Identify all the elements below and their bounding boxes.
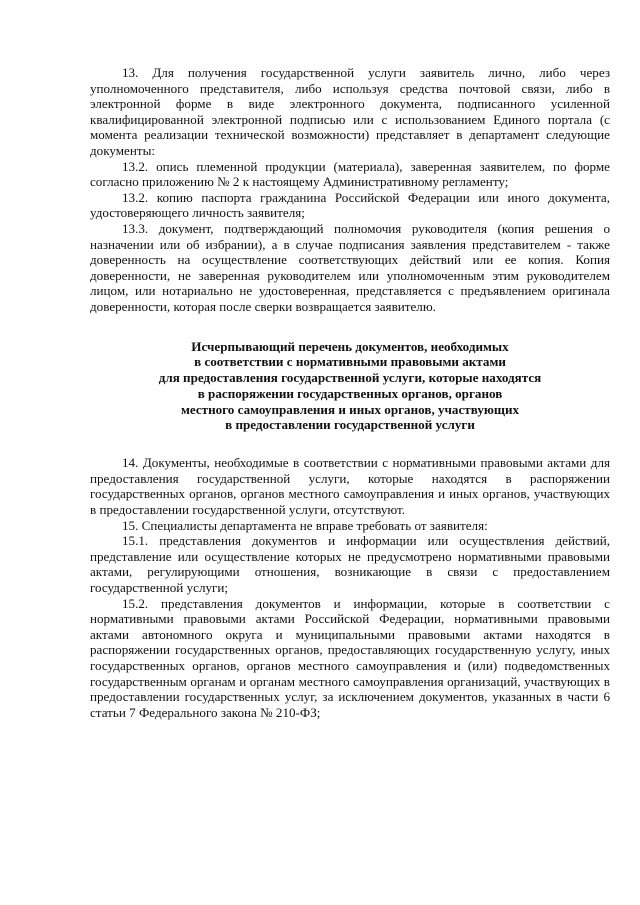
spacer — [90, 315, 610, 339]
paragraph-15: 15. Специалисты департамента не вправе требовать от заявителя: — [122, 517, 488, 533]
paragraph-13-2-inventory: 13.2. опись племенной продукции (материала), заверенная заявителем, по форме согласно приложению № 2 к настоящему Административному регламенту; — [90, 158, 610, 190]
heading-line: в соответствии с нормативными правовыми актами — [194, 354, 506, 370]
paragraph-13-2-passport: 13.2. копию паспорта гражданина Российской Федерации или иного документа, удостоверяющего личность заявителя; — [90, 189, 610, 221]
heading-line: в предоставлении государственной услуги — [225, 417, 475, 433]
heading-line: местного самоуправления и иных органов, участвующих — [180, 401, 520, 417]
heading-line: Исчерпывающий перечень документов, необходимых — [191, 338, 509, 354]
heading-line: для предоставления государственной услуги, которые находятся — [158, 370, 542, 386]
spacer — [90, 433, 610, 455]
paragraph-13: 13. Для получения государственной услуги заявитель лично, либо через уполномоченного представителя, либо используя средства почтовой связи, либо в электронной форме в виде электронного документа, подписанного усиленной квалифицированной электронной подписью или с использованием Единого портала (с момента реализации технической возможности) представляет в департамент следующие документы: — [90, 65, 610, 158]
paragraph-15-1: 15.1. представления документов и информации или осуществления действий, представление или осуществление которых не предусмотрено нормативными правовыми актами, регулирующими отношения, возникающие в связи с предоставлением государственной услуги; — [90, 533, 610, 596]
section-heading — [90, 339, 610, 434]
heading-line: в распоряжении государственных органов, органов — [197, 385, 503, 401]
paragraph-13-3: 13.3. документ, подтверждающий полномочия руководителя (копия решения о назначении или об избрании), а в случае подписания заявления представителем - также доверенность на осуществление соответствующих действий или ее копия. Копия доверенности, не заверенная руководителем или уполномоченным этим руководителем лицом, или нотариально не удостоверенная, представляется с предъявлением оригинала доверенности, которая после сверки возвращается заявителю. — [90, 220, 610, 314]
paragraph-15-2: 15.2. представления документов и информации, которые в соответствии с нормативными правовыми актами Российской Федерации, нормативными правовыми актами автономного округа и муниципальными правовыми актами находятся в распоряжении государственных органов, предоставляющих государственную услугу, иных государственных органов, органов местного самоуправления и (или) подведомственных государственным органам и органам местного самоуправления организаций, участвующих в предоставлении государственных услуг, за исключением документов, указанных в части 6 статьи 7 Федерального закона № 210-ФЗ; — [90, 595, 610, 720]
paragraph-14: 14. Документы, необходимые в соответствии с нормативными правовыми актами для предоставления государственной услуги, которые находятся в распоряжении государственных органов, органов местного самоуправления и иных органов, участвующих в предоставлении государственной услуги, отсутствуют. — [90, 455, 610, 518]
